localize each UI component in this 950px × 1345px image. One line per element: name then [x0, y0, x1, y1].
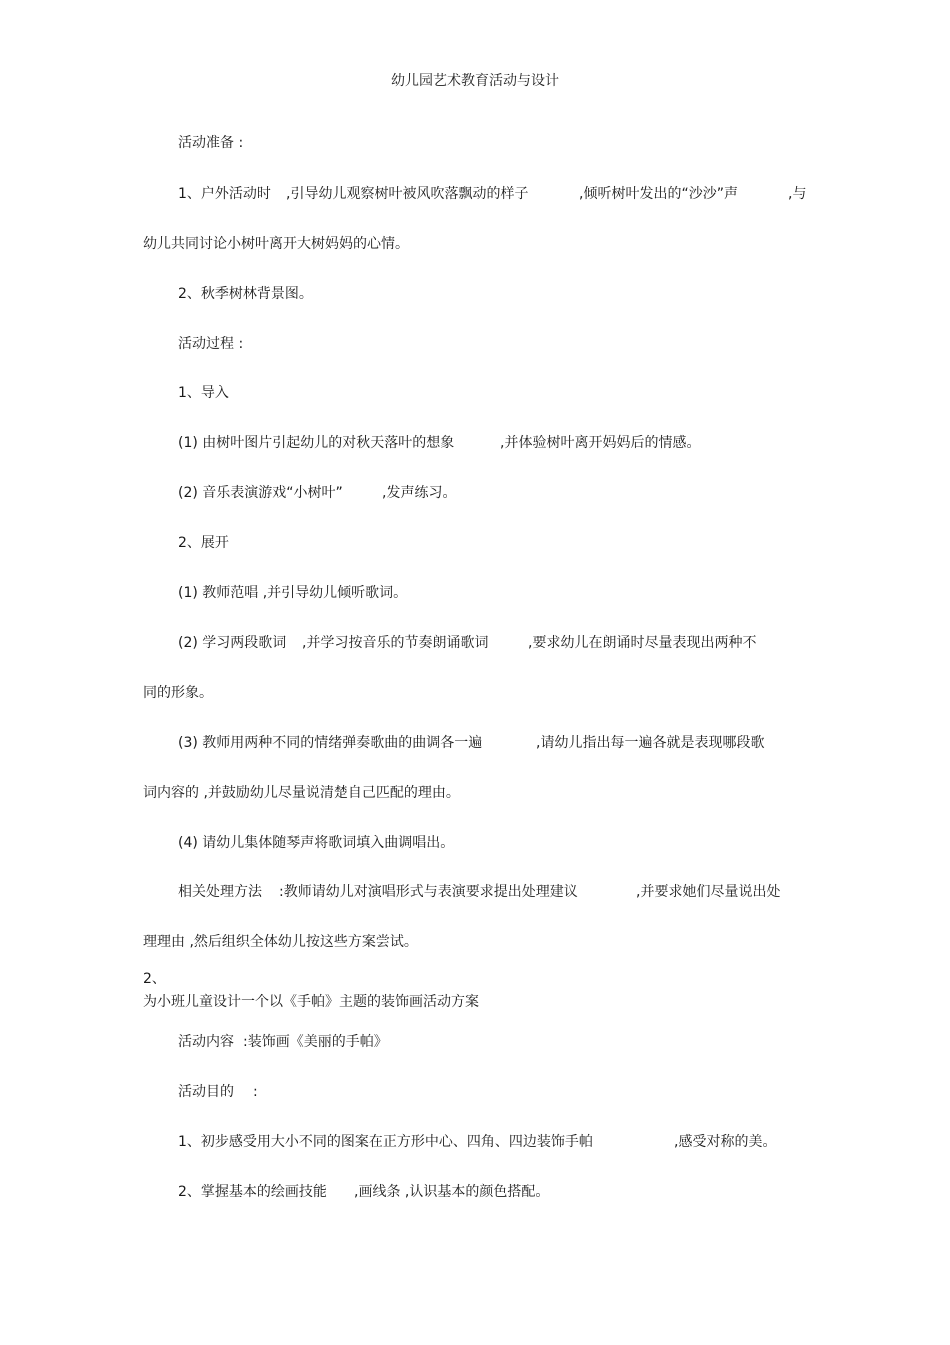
- process-heading: 活动过程 :: [178, 336, 244, 352]
- step-1-item-2-part-a: (2) 音乐表演游戏“小树叶”: [178, 485, 343, 501]
- processing-method-label: 相关处理方法: [178, 884, 262, 900]
- prep-item-1-part-b: ,引导幼儿观察树叶被风吹落飘动的样子: [286, 186, 529, 202]
- step-2-item-2-part-b: ,并学习按音乐的节奏朗诵歌词: [302, 635, 489, 651]
- prep-item-2: 2、秋季树林背景图。: [178, 286, 313, 302]
- goal-item-2-part-a: 2、掌握基本的绘画技能: [178, 1184, 327, 1200]
- prep-item-1-continuation: 幼儿共同讨论小树叶离开大树妈妈的心情。: [143, 236, 409, 252]
- prep-item-1-part-d: ,与: [788, 186, 807, 202]
- step-1-item-1-part-b: ,并体验树叶离开妈妈后的情感。: [500, 435, 701, 451]
- processing-method-continuation: 理理由 ,然后组织全体幼儿按这些方案尝试。: [143, 934, 418, 950]
- processing-method-part-c: ,并要求她们尽量说出处: [636, 884, 781, 900]
- goal-item-2-part-b: ,画线条 ,认识基本的颜色搭配。: [354, 1184, 550, 1200]
- step-2-item-4: (4) 请幼儿集体随琴声将歌词填入曲调唱出。: [178, 835, 455, 851]
- step-1-item-1-part-a: (1) 由树叶图片引起幼儿的对秋天落叶的想象: [178, 435, 455, 451]
- step-2-heading: 2、展开: [178, 535, 229, 551]
- step-1-heading: 1、导入: [178, 385, 229, 401]
- goal-item-1-part-b: ,感受对称的美。: [674, 1134, 777, 1150]
- question-number: 2、: [143, 971, 166, 987]
- prep-item-1-part-c: ,倾听树叶发出的“沙沙”声: [579, 186, 738, 202]
- processing-method-part-b: :教师请幼儿对演唱形式与表演要求提出处理建议: [279, 884, 578, 900]
- prep-item-1-part-a: 1、户外活动时: [178, 186, 271, 202]
- step-1-item-2-part-b: ,发声练习。: [382, 485, 457, 501]
- question-text: 为小班儿童设计一个以《手帕》主题的装饰画活动方案: [143, 994, 479, 1010]
- activity-goal-label: 活动目的: [178, 1084, 234, 1100]
- step-2-item-2-part-c: ,要求幼儿在朗诵时尽量表现出两种不: [528, 635, 757, 651]
- prep-heading: 活动准备 :: [178, 135, 244, 151]
- activity-content-value: :装饰画《美丽的手帕》: [243, 1034, 388, 1050]
- step-2-item-1: (1) 教师范唱 ,并引导幼儿倾听歌词。: [178, 585, 408, 601]
- step-2-item-2-continuation: 同的形象。: [143, 685, 213, 701]
- goal-item-1-part-a: 1、初步感受用大小不同的图案在正方形中心、四角、四边装饰手帕: [178, 1134, 593, 1150]
- activity-goal-colon: :: [253, 1084, 258, 1100]
- step-2-item-2-part-a: (2) 学习两段歌词: [178, 635, 287, 651]
- step-2-item-3-continuation: 词内容的 ,并鼓励幼儿尽量说清楚自己匹配的理由。: [143, 785, 460, 801]
- activity-content-label: 活动内容: [178, 1034, 234, 1050]
- step-2-item-3-part-b: ,请幼儿指出每一遍各就是表现哪段歌: [536, 735, 765, 751]
- page-title: 幼儿园艺术教育活动与设计: [391, 73, 559, 89]
- step-2-item-3-part-a: (3) 教师用两种不同的情绪弹奏歌曲的曲调各一遍: [178, 735, 483, 751]
